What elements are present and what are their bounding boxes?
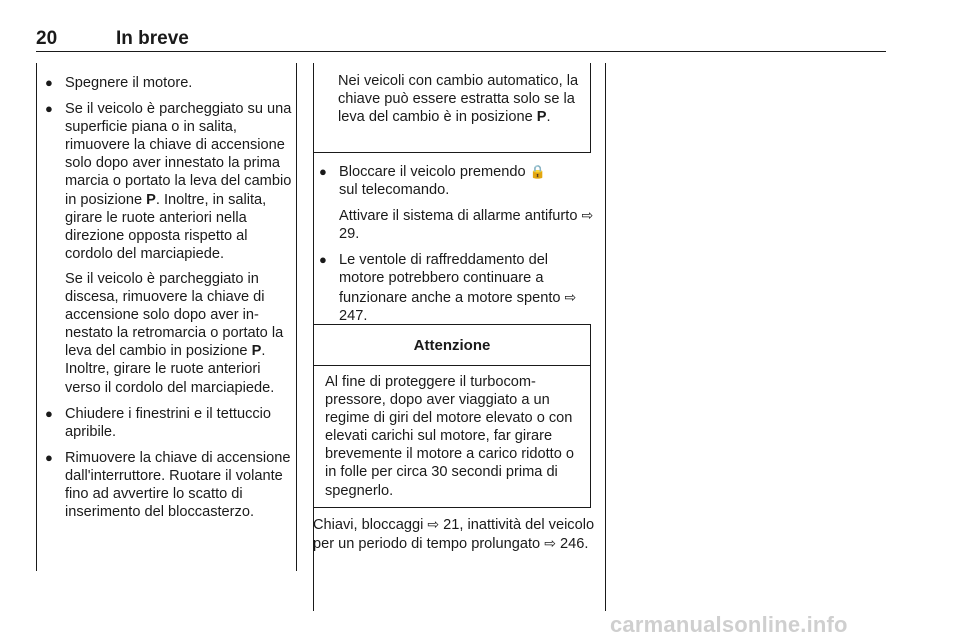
lock-icon: 🔒 [529, 164, 546, 179]
list-item-text: Rimuovere la chiave di accensione dall'interruttore. Ruotare il volante fino ad avvertire lo scatto di inserimento del bloccasterzo. [65, 449, 291, 521]
page-header [36, 28, 886, 52]
page-ref: 247. [339, 307, 368, 324]
header-divider [36, 51, 886, 52]
section-title: In breve [116, 28, 189, 49]
note-text: Nei veicoli con cambio automatico, la chiave può essere estratta solo se la leva del cambio è in posizione P. [338, 73, 579, 126]
list-item-text: Le ventole di raffreddamento del motore potrebbero continuare a funzionare anche a motore spento ⇨ 247. [339, 252, 577, 324]
list-item [45, 449, 293, 521]
bullet-icon: ● [45, 75, 53, 90]
column2-right-rule [605, 63, 606, 611]
column1-left-rule [36, 63, 37, 571]
gear-position-label: P [146, 191, 156, 208]
list-item-subtext: Attivare il sistema di allarme antifurto ⇨ 29. [339, 207, 594, 243]
gear-position-label: P [536, 109, 547, 126]
column2-content [319, 163, 597, 333]
list-item [319, 251, 597, 324]
bullet-icon: ● [45, 405, 53, 421]
list-item-subtext: Se il veicolo è parcheggiato in discesa, rimuovere la chiave di accensione solo dopo aver innestato la retromarcia o portato la leva del cambio in posizione P. Inoltre, girare le ruote anteriori verso il cordolo del marciapiede. [65, 270, 284, 396]
list-item-text: Se il veicolo è parcheggiato su una superficie piana o in salita, rimuovere la chiave di accensione solo dopo aver innestato la prima marcia o portato la leva del cambio in posizione P. Inoltre, in salita, girare le ruote anteriori nella direzione opposta rispetto al cordolo del marciapiede. [65, 101, 292, 262]
page-ref-icon: ⇨ [544, 535, 556, 552]
gear-position-label: P [251, 343, 262, 360]
bullet-icon: ● [45, 101, 53, 117]
warning-box [313, 324, 591, 508]
bullet-icon: ● [45, 449, 53, 465]
warning-title: Attenzione [314, 325, 590, 366]
warning-body: Al fine di proteggere il turbocompressore, dopo aver viaggiato a un regime di giri del motore elevato o con elevati carichi sul motore, far girare brevemente il motore a carico ridotto o in folle per circa 30 secondi prima di spegnerlo. [325, 374, 575, 499]
bullet-icon: ● [319, 252, 327, 268]
list-item-text: Chiudere i finestrini e il tettuccio apribile. [65, 405, 272, 440]
cross-reference-paragraph: Chiavi, bloccaggi ⇨ 21, inattività del veicolo per un periodo di tempo prolungato ⇨ 246. [313, 516, 595, 553]
page-ref: 246. [555, 536, 589, 553]
bullet-list [45, 74, 293, 521]
column1-content [45, 74, 293, 529]
page-ref: 21 [439, 517, 460, 533]
page-ref-icon: ⇨ [427, 516, 440, 532]
page-ref-icon: ⇨ [581, 207, 594, 224]
list-item [319, 163, 597, 243]
page-ref-icon: ⇨ [564, 288, 577, 305]
list-item [45, 74, 293, 92]
column1-right-rule [296, 63, 297, 571]
list-item-text: Bloccare il veicolo premendo 🔒 sul telecomando. [339, 164, 546, 199]
list-item-text: Spegnere il motore. [65, 75, 193, 91]
page-ref: 29. [339, 226, 360, 243]
list-item [45, 405, 293, 441]
bullet-icon: ● [319, 164, 327, 179]
page-number: 20 [36, 28, 58, 49]
list-item [45, 100, 293, 397]
bullet-list [319, 163, 597, 325]
watermark: carmanualsonline.info [610, 612, 848, 637]
